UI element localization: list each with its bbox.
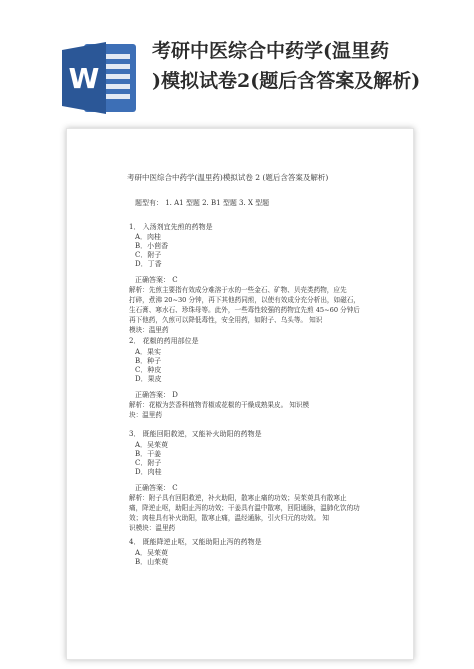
answer-option: A．果实 <box>135 348 162 356</box>
explanation-line: 解析：附子具有回阳救逆，补火助阳，散寒止痛的功效；吴茱萸具有散寒止 <box>129 494 347 502</box>
document-page <box>66 128 414 660</box>
explanation-line: 效；肉桂具有补火助阳，散寒止痛，温经通脉，引火归元的功效。 知 <box>129 514 329 522</box>
explanation-line: 识模块：温里药 <box>129 524 176 532</box>
title-line-1: 考研中医综合中药学(温里药 <box>152 40 389 62</box>
answer-option: A．肉桂 <box>135 233 162 241</box>
svg-text:W: W <box>68 62 100 95</box>
answer-option: D．肉桂 <box>135 468 162 476</box>
explanation-line: 再下他药，久煎可以降低毒性，安全用药，如附子、乌头等。 知识 <box>129 316 323 324</box>
document-heading: 考研中医综合中药学(温里药)模拟试卷 2 (题后含答案及解析) <box>127 173 329 182</box>
explanation-line: 解析：花椒为芸香科植物青椒或花椒的干燥成熟果皮。 知识模 <box>129 401 310 409</box>
explanation-line: 解析：先煎主要指有效成分难溶于水的一些金石、矿物、贝壳类药物，应先 <box>129 286 347 294</box>
answer-option: D．丁香 <box>135 260 162 268</box>
answer-option: A．吴茱萸 <box>135 549 169 557</box>
explanation-line: 生石膏、寒水石、珍珠母等。此外，一些毒性较强的药物宜先煎 45~60 分钟后 <box>129 306 360 314</box>
explanation-line: 打碎，煮沸 20~30 分钟，再下其他药同煎，以使有效成分充分析出，如磁石， <box>129 296 360 304</box>
question-stem: 3． 既能回阳救逆，又能补火助阳的药物是 <box>129 430 262 438</box>
explanation-line: 块：温里药 <box>129 411 162 419</box>
answer-option: C．附子 <box>135 251 162 259</box>
answer-option: C．附子 <box>135 459 162 467</box>
answer-option: B．干姜 <box>135 450 162 458</box>
correct-answer: 正确答案： C <box>135 276 178 284</box>
correct-answer: 正确答案： D <box>135 391 178 399</box>
answer-option: D．果皮 <box>135 375 162 383</box>
question-stem: 1． 入汤剂宜先煎的药物是 <box>129 223 213 231</box>
question-types: 题型有： 1. A1 型题 2. B1 型题 3. X 型题 <box>135 199 270 207</box>
question-stem: 2． 花椒的药用部位是 <box>129 337 199 345</box>
word-icon <box>60 38 140 118</box>
answer-option: C．种皮 <box>135 366 162 374</box>
question-stem: 4． 既能降逆止呕，又能助阳止泻的药物是 <box>129 538 262 546</box>
explanation-line: 模块：温里药 <box>129 326 169 334</box>
document-title <box>152 36 452 96</box>
answer-option: B．山茱萸 <box>135 558 169 566</box>
answer-option: B．小茴香 <box>135 242 169 250</box>
answer-option: A．吴茱萸 <box>135 441 169 449</box>
title-line-2: )模拟试卷2(题后含答案及解析) <box>152 70 421 92</box>
page-header <box>0 0 474 120</box>
explanation-line: 痛，降逆止呕，助阳止泻的功效；干姜具有温中散寒，回阳通脉，温肺化饮的功 <box>129 504 360 512</box>
document-content <box>67 129 413 659</box>
answer-option: B．种子 <box>135 357 162 365</box>
correct-answer: 正确答案： C <box>135 484 178 492</box>
